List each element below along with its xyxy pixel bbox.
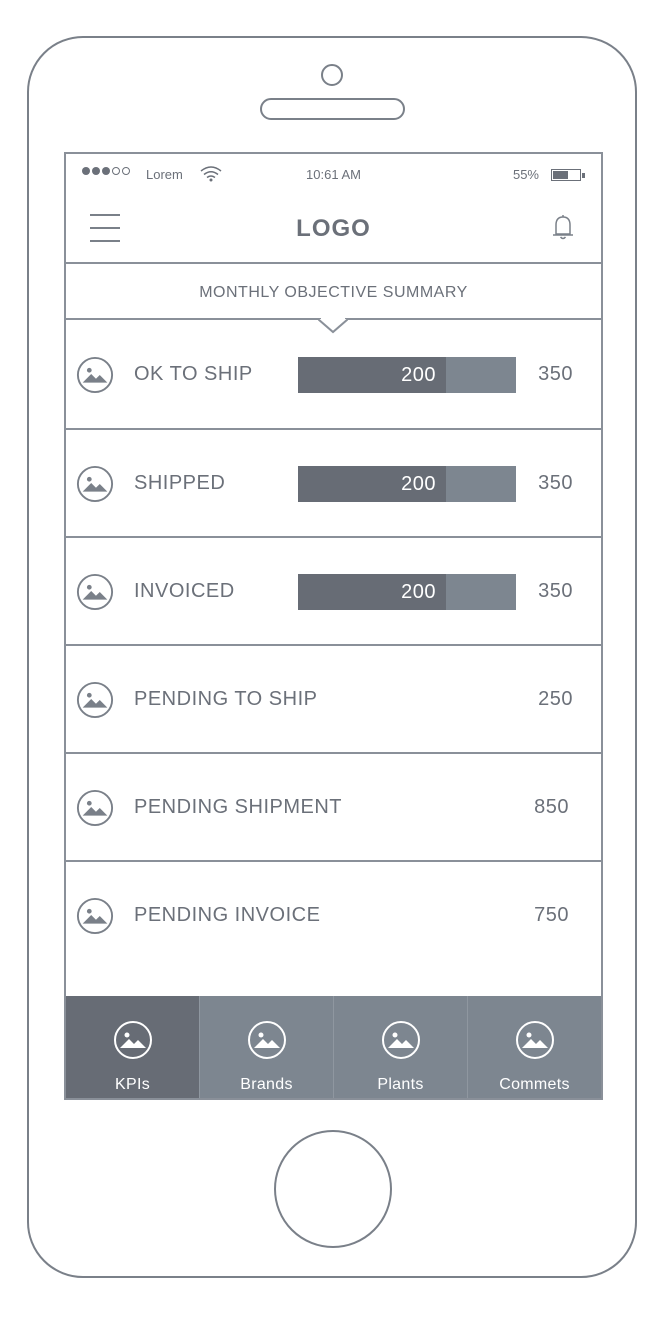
kpi-row[interactable]: [66, 320, 601, 430]
speaker-grille: [260, 98, 405, 120]
tab-label: Plants: [377, 1076, 424, 1093]
kpi-label: SHIPPED: [134, 472, 226, 494]
app-screen: [64, 152, 603, 1100]
progress-bar: [298, 466, 516, 502]
tab-label: KPIs: [115, 1076, 150, 1093]
kpi-total: 850: [534, 796, 569, 818]
image-icon: [113, 1020, 153, 1060]
tab-kpis[interactable]: [66, 996, 199, 1098]
progress-value: 200: [401, 473, 436, 495]
battery-icon: [551, 169, 581, 181]
kpi-label: OK TO SHIP: [134, 363, 253, 385]
section-title: MONTHLY OBJECTIVE SUMMARY: [66, 264, 601, 320]
status-bar: [66, 154, 601, 194]
kpi-row[interactable]: [66, 754, 601, 862]
tab-plants[interactable]: [333, 996, 467, 1098]
kpi-total: 250: [538, 688, 573, 710]
kpi-row[interactable]: [66, 862, 601, 996]
kpi-row[interactable]: [66, 430, 601, 538]
battery-percent: 55%: [512, 167, 539, 182]
carrier-name: Lorem: [146, 167, 183, 182]
image-icon: [76, 789, 114, 827]
camera-icon: [321, 64, 343, 86]
progress-value: 200: [401, 364, 436, 386]
image-icon: [76, 465, 114, 503]
image-icon: [76, 356, 114, 394]
kpi-label: PENDING INVOICE: [134, 904, 321, 926]
image-icon: [381, 1020, 421, 1060]
image-icon: [76, 897, 114, 935]
status-time: 10:61 AM: [306, 167, 361, 182]
home-button[interactable]: [274, 1130, 392, 1248]
bell-icon[interactable]: [551, 212, 575, 242]
progress-bar: [298, 357, 516, 393]
kpi-label: PENDING TO SHIP: [134, 688, 318, 710]
kpi-list: [66, 320, 601, 996]
kpi-total: 350: [538, 580, 573, 602]
kpi-total: 750: [534, 904, 569, 926]
progress-bar: [298, 574, 516, 610]
progress-value: 200: [401, 581, 436, 603]
kpi-total: 350: [538, 363, 573, 385]
kpi-row[interactable]: [66, 646, 601, 754]
kpi-total: 350: [538, 472, 573, 494]
image-icon: [515, 1020, 555, 1060]
tab-brands[interactable]: [199, 996, 333, 1098]
tab-label: Commets: [499, 1076, 570, 1093]
app-header: [66, 194, 601, 264]
kpi-row[interactable]: [66, 538, 601, 646]
app-logo: LOGO: [296, 215, 371, 242]
image-icon: [76, 573, 114, 611]
bottom-tab-bar: [66, 996, 601, 1098]
tab-label: Brands: [240, 1076, 293, 1093]
image-icon: [247, 1020, 287, 1060]
kpi-label: INVOICED: [134, 580, 235, 602]
image-icon: [76, 681, 114, 719]
tab-commets[interactable]: [467, 996, 601, 1098]
kpi-label: PENDING SHIPMENT: [134, 796, 343, 818]
